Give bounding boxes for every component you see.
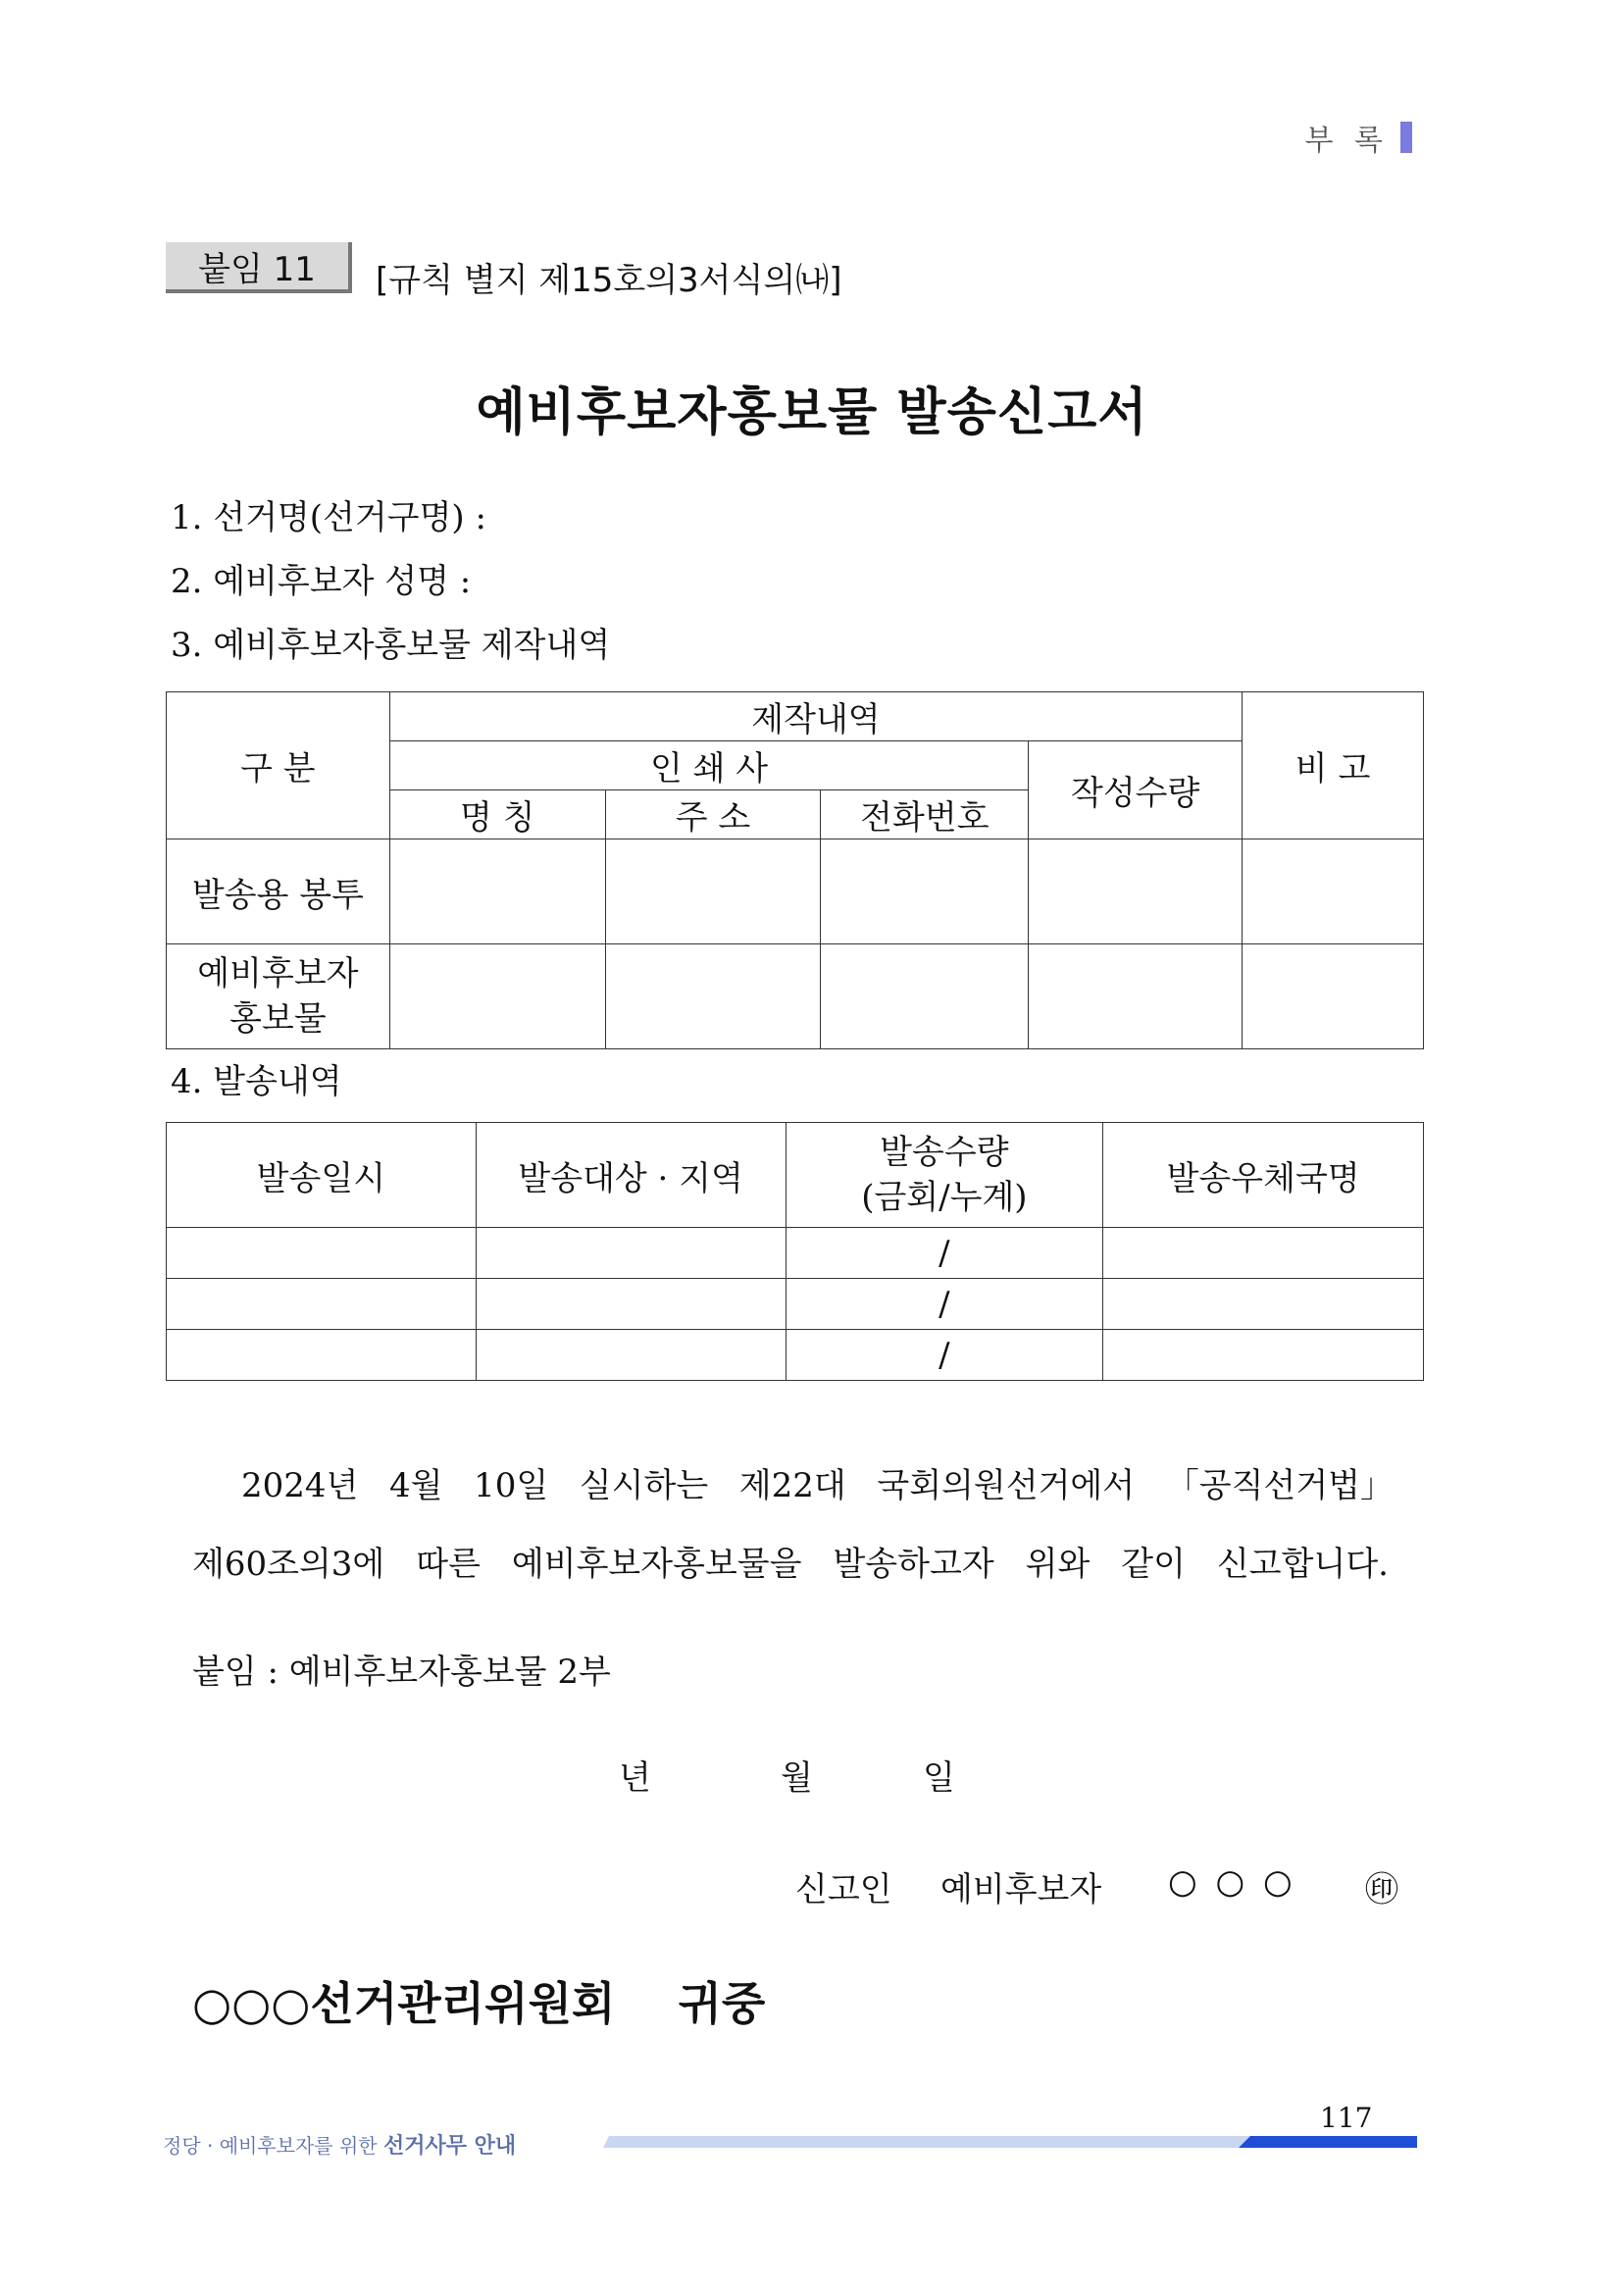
blank-cell <box>821 944 1029 1049</box>
quantity-cell: / <box>786 1228 1103 1279</box>
recipient-name: ○○○선거관리위원회 <box>192 1977 616 2030</box>
appendix-bar <box>1400 122 1412 153</box>
row-label-line2: 홍보물 <box>229 999 327 1039</box>
month-label: 월 <box>781 1758 813 1798</box>
statement-word: 제22대 <box>738 1466 846 1505</box>
table-row <box>167 1330 1424 1381</box>
statement-word: 예비후보자홍보물을 <box>511 1545 802 1584</box>
footer-line <box>603 2136 1417 2148</box>
table-row <box>167 944 1424 1049</box>
row-label <box>167 944 390 1049</box>
publication-prefix: 정당 · 예비후보자를 위한 <box>163 2134 378 2158</box>
blank-cell <box>389 839 605 944</box>
page-number: 117 <box>1320 2102 1373 2134</box>
candidate-name-item: 2. 예비후보자 성명 : <box>171 562 472 601</box>
col-post-office: 발송우체국명 <box>1103 1123 1424 1228</box>
col-quantity: 작성수량 <box>1029 741 1243 839</box>
publication-footer <box>163 2129 516 2160</box>
statement-word: 10일 <box>474 1466 549 1505</box>
statement-word: 국회의원선거에서 <box>877 1466 1136 1505</box>
statement-word: 실시하는 <box>579 1466 709 1505</box>
blank-cell <box>821 839 1029 944</box>
document-title: 예비후보자홍보물 발송신고서 <box>476 382 1148 442</box>
statement-word: 4월 <box>388 1466 443 1505</box>
blank-cell <box>167 1330 477 1381</box>
year-label: 년 <box>619 1758 651 1798</box>
col-dispatch-quantity <box>786 1123 1103 1228</box>
day-label: 일 <box>923 1758 955 1798</box>
attachment-note: 붙임 : 예비후보자홍보물 2부 <box>192 1653 611 1692</box>
row-label-line1: 예비후보자 <box>197 954 359 993</box>
col-printer: 인 쇄 사 <box>389 741 1028 790</box>
blank-cell <box>167 1279 477 1330</box>
statement-line1 <box>241 1458 1394 1506</box>
reporter-label: 신고인 <box>795 1870 892 1909</box>
statement-word: 「공직선거법」 <box>1165 1466 1394 1505</box>
production-table <box>166 691 1424 1049</box>
col-datetime: 발송일시 <box>167 1123 477 1228</box>
col-target: 발송대상 · 지역 <box>476 1123 786 1228</box>
col-name: 명 칭 <box>389 790 605 839</box>
table-row <box>167 1228 1424 1279</box>
production-heading: 3. 예비후보자홍보물 제작내역 <box>171 626 611 665</box>
statement-word: 신고합니다. <box>1216 1545 1389 1584</box>
row-label: 발송용 봉투 <box>167 839 390 944</box>
blank-cell <box>1243 839 1424 944</box>
appendix-label: 부 록 <box>1304 124 1389 158</box>
table-row <box>167 839 1424 944</box>
blank-cell <box>476 1330 786 1381</box>
dispatch-table <box>166 1122 1424 1381</box>
blank-cell <box>1103 1279 1424 1330</box>
blank-cell <box>1029 944 1243 1049</box>
seal-mark: ㊞ <box>1365 1870 1398 1909</box>
blank-cell <box>1103 1228 1424 1279</box>
appendix-header <box>1305 116 1413 159</box>
blank-cell <box>605 839 821 944</box>
quantity-cell: / <box>786 1330 1103 1381</box>
name-placeholder: ○ ○ ○ <box>1168 1862 1296 1902</box>
statement-word: 2024년 <box>241 1466 359 1505</box>
blank-cell <box>476 1279 786 1330</box>
recipient-honorific: 귀중 <box>678 1977 766 2030</box>
publication-title: 선거사무 안내 <box>383 2134 517 2159</box>
statement-line2 <box>192 1537 1389 1585</box>
col-remarks: 비 고 <box>1243 692 1424 839</box>
blank-cell <box>476 1228 786 1279</box>
blank-cell <box>1029 839 1243 944</box>
statement-word: 따른 <box>416 1545 481 1584</box>
attachment-tag: 붙임 11 <box>166 242 352 293</box>
statement-word: 제60조의3에 <box>192 1545 385 1584</box>
reporter-role: 예비후보자 <box>940 1870 1102 1909</box>
blank-cell <box>389 944 605 1049</box>
col-dispatch-quantity-line1: 발송수량 <box>880 1133 1009 1172</box>
col-phone: 전화번호 <box>821 790 1029 839</box>
statement-word: 발송하고자 <box>833 1545 994 1584</box>
dispatch-heading: 4. 발송내역 <box>171 1062 342 1101</box>
table-row <box>167 1279 1424 1330</box>
statement-word: 위와 <box>1025 1545 1091 1584</box>
col-category: 구 분 <box>167 692 390 839</box>
col-dispatch-quantity-line2: (금회/누계) <box>861 1178 1028 1217</box>
quantity-cell: / <box>786 1279 1103 1330</box>
col-address: 주 소 <box>605 790 821 839</box>
blank-cell <box>1243 944 1424 1049</box>
recipient <box>192 1968 765 2033</box>
attachment-reference: [규칙 별지 제15호의3서식의㈏] <box>376 261 842 300</box>
election-name-item: 1. 선거명(선거구명) : <box>171 498 486 537</box>
statement-word: 같이 <box>1121 1545 1186 1584</box>
blank-cell <box>1103 1330 1424 1381</box>
col-production: 제작내역 <box>389 692 1242 741</box>
blank-cell <box>167 1228 477 1279</box>
blank-cell <box>605 944 821 1049</box>
